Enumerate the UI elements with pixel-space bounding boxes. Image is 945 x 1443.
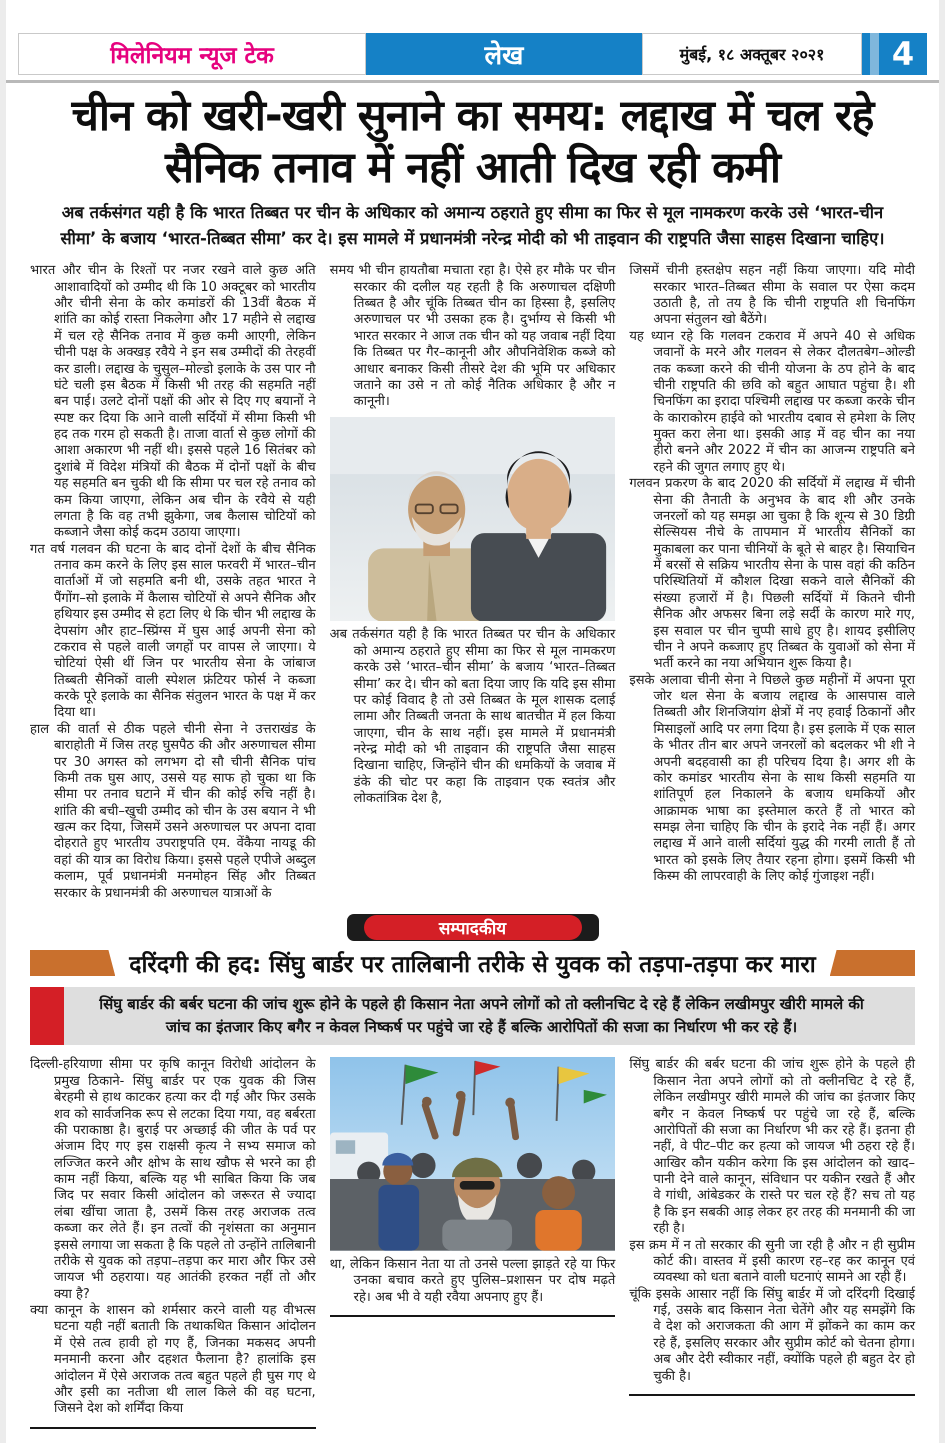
body-paragraph: गलवन प्रकरण के बाद 2020 की सर्दियों में लद्दाख में चीनी सेना की तैनाती के अनुभव के बाद शी और उनके जनरलों को यह समझ आ चुका है कि शून्य से 30 डिग्री सेल्सियस नीचे के तापमान में भारतीय सैनिकों का मुकाबला कर पाना चीनियों के बूते से बाहर है। सियाचिन में बरसों से सक्रिय भारतीय सेना के पास वहां की कठिन परिस्थितियों में कौशल दिखा सकने वाले सैनिकों की संख्या हजारों में है। पिछली सर्दियों में कितने चीनी सैनिक और अफसर बिना लड़े सर्दी के कारण मारे गए, इस सवाल पर चीन चुप्पी साधे हुए है। शायद इसीलिए चीन ने अपने कब्जाए हुए तिब्बत के युवाओं को सेना में भर्ती करने का नया अभियान शुरू किया है। bbox=[629, 476, 916, 672]
section-label: लेख bbox=[484, 41, 524, 71]
page-number-box bbox=[879, 33, 927, 75]
body-paragraph: समय भी चीन हायतौबा मचाता रहा है। ऐसे हर मौके पर चीन सरकार की दलील यह रहती है कि अरुणाचल दक्षिणी तिब्बत है और चूंकि तिब्बत चीन का हिस्सा है, इसलिए अरुणाचल पर भी उसका हक है। दुर्भाग्य से किसी भी भारत सरकार ने आज तक चीन को यह जवाब नहीं दिया कि तिब्बत पर गैर–कानूनी और औपनिवेशिक कब्जे को आधार बनाकर किसी तीसरे देश की भूमि पर अधिकार जताने का उसे न तो कोई नैतिक अधिकार है और न कानूनी। bbox=[329, 263, 616, 410]
editorial-headline-row bbox=[6, 945, 939, 981]
editorial-standfirst: सिंघु बार्डर की बर्बर घटना की जांच शुरू होने के पहले ही किसान नेता अपने लोगों को तो क्लीनचिट दे रहे हैं लेकिन लखीमपुर खीरी मामले की जांच का इंतजार किए बगैर न केवल निष्कर्ष पर पहुंचे जा रहे हैं बल्कि आरोपितों की सजा का निर्धारण भी कर रहे हैं। bbox=[99, 994, 864, 1037]
orange-bar-right bbox=[830, 950, 915, 976]
story2-col1 bbox=[30, 1057, 316, 1428]
column-end-rule bbox=[330, 1315, 616, 1317]
body-paragraph: इसके अलावा चीनी सेना ने पिछले कुछ महीनों में अपना पूरा जोर थल सेना के बजाय लद्दाख के आसपास वाले तिब्बती और शिनजियांग क्षेत्रों में नए हवाई ठिकानों और मिसाइलों आदि पर लगा दिया है। इस इलाके में एक साल के भीतर तीन बार अपने जनरलों को बदलकर भी शी ने अपनी बदहवासी का ही परिचय दिया है। अगर शी के कोर कमांडर भारतीय सेना के साथ किसी सहमति या शांतिपूर्ण हल निकालने के बजाय धमकियों और आक्रामक भाषा का इस्तेमाल करते हैं तो भारत को समझ लेना चाहिए कि चीन के इरादे नेक नहीं हैं। अगर लद्दाख में आने वाली सर्दियां युद्ध की गरमी लाती हैं तो भारत को इसके लिए तैयार रहना होगा। इसमें किसी भी किस्म की लापरवाही के लिए कोई गुंजाइश नहीं। bbox=[629, 672, 916, 885]
body-paragraph: क्या कानून के शासन को शर्मसार करने वाली यह वीभत्स घटना यही नहीं बताती कि तथाकथित किसान आंदोलन में ऐसे तत्व हावी हो गए हैं, जिनका मकसद अपनी मनमानी करना और दहशत फैलाना है? हालांकि इस आंदोलन में ऐसे अराजक तत्व बहुत पहले ही घुस गए थे और इसी का नतीजा थी लाल किले की वह घटना, जिसने देश को शर्मिंदा किया bbox=[30, 1303, 316, 1417]
main-headline: चीन को खरी-खरी सुनाने का समय: लद्दाख में चल रहे सैनिक तनाव में नहीं आती दिख रही कमी bbox=[71, 91, 874, 193]
dateline-box bbox=[642, 33, 862, 75]
dateline: मुंबई, १८ अक्तूबर २०२१ bbox=[679, 45, 825, 64]
story2-col3 bbox=[629, 1057, 915, 1428]
page-number-stripe bbox=[870, 33, 879, 75]
body-paragraph: अब तर्कसंगत यही है कि भारत तिब्बत पर चीन के अधिकार को अमान्य ठहराते हुए सीमा का फिर से मूल नामकरण करके उसे ‘भारत–चीन सीमा’ के बजाय ‘भारत–तिब्बत सीमा’ कर दे। चीन को बता दिया जाए कि यदि इस सीमा पर कोई विवाद है तो उसे तिब्बत के मूल शासक दलाई लामा और तिब्बती जनता के साथ बातचीत में हल किया जाएगा, चीन के साथ नहीं। इस मामले में प्रधानमंत्री नरेन्द्र मोदी को भी ताइवान की राष्ट्रपति जैसा साहस दिखाना चाहिए, जिन्होंने चीन की धमकियों के जवाब में डंके की चोट पर कहा कि ताइवान एक स्वतंत्र और लोकतांत्रिक देश है, bbox=[329, 627, 616, 807]
story1-col1 bbox=[30, 263, 316, 902]
body-paragraph: सिंघु बार्डर की बर्बर घटना की जांच शुरू होने के पहले ही किसान नेता अपने लोगों को तो क्लीनचिट दे रहे हैं, लेकिन लखीमपुर खीरी मामले की जांच का इंतजार किए बगैर न केवल निष्कर्ष पर पहुंचे जा रहे हैं, बल्कि आरोपितों की सजा का निर्धारण भी कर रहे हैं। इतना ही नहीं, वे पीट–पीट कर हत्या को जायज भी ठहरा रहे हैं। आखिर कौन यकीन करेगा कि इस आंदोलन को खाद–पानी देने वाले कानून, संविधान पर यकीन रखते हैं और वे गांधी, आंबेडकर के रास्ते पर चल रहे हैं? सच तो यह है कि इन सबकी आड़ लेकर हर तरह की मनमानी की जा रही है। bbox=[629, 1057, 916, 1237]
column-end-rule bbox=[629, 1394, 915, 1396]
red-accent-block bbox=[30, 987, 64, 1046]
protest-photo bbox=[330, 1057, 616, 1251]
newspaper-title: मिलेनियम न्यूज टेक bbox=[110, 43, 274, 69]
body-paragraph: यह ध्यान रहे कि गलवन टकराव में अपने 40 से अधिक जवानों के मरने और गलवन से लेकर दौलतबेग–ओल्डी तक कब्जा करने की चीनी योजना के ठप होने के बाद चीनी राष्ट्रपति की छवि को बहुत आघात पहुंचा है। शी चिनफिंग का इरादा पश्चिमी लद्दाख पर कब्जा करके चीन के काराकोरम हाईवे को भारतीय दबाव से हमेशा के लिए मुक्त करा लेना था। इसकी आड़ में वह चीन का नया हीरो बनने और 2022 में चीन का आजन्म राष्ट्रपति बने रहने की जुगत लगाए हुए थे। bbox=[629, 328, 916, 475]
editorial-standfirst-strip bbox=[30, 987, 915, 1046]
modi-xi-photo bbox=[330, 417, 616, 622]
body-paragraph: हाल की वार्ता से ठीक पहले चीनी सेना ने उत्तराखंड के बाराहोती में जिस तरह घुसपैठ की और अरुणाचल सीमा पर 30 अगस्त को लगभग दो सौ चीनी सैनिक पांच किमी तक घुस आए, उससे यह साफ हो चुका था कि सीमा पर तनाव घटाने में चीन की कोई रुचि नहीं है। शांति की बची–खुची उम्मीद को चीन के उस बयान ने भी खत्म कर दिया, जिसमें उसने अरुणाचल पर अपना दावा दोहराते हुए भारतीय उपराष्ट्रपति एम. वेंकैया नायडू की वहां की यात्र का विरोध किया। इससे पहले एपीजे अब्दुल कलाम, पूर्व प्रधानमंत्री मनमोहन सिंह और तिब्बत सरकार के प्रधानमंत्री की अरुणाचल यात्राओं के bbox=[30, 721, 316, 901]
story1-col2 bbox=[330, 263, 616, 902]
masthead-bar bbox=[18, 33, 927, 75]
body-paragraph: जिसमें चीनी हस्तक्षेप सहन नहीं किया जाएगा। यदि मोदी सरकार भारत–तिब्बत सीमा के सवाल पर ऐसा कदम उठाती है, तो तय है कि चीनी राष्ट्रपति शी चिनफिंग अपना संतुलन खो बैठेंगे। bbox=[629, 263, 916, 328]
body-paragraph: था, लेकिन किसान नेता या तो उनसे पल्ला झाड़ते रहे या फिर उनका बचाव करते हुए पुलिस–प्रशासन पर दोष मढ़ते रहे। अब भी वे यही रवैया अपनाए हुए हैं। bbox=[329, 1257, 616, 1305]
header-rule bbox=[6, 80, 939, 83]
column-end-rule bbox=[30, 1427, 316, 1429]
orange-bar-left bbox=[30, 950, 115, 976]
section-tab bbox=[366, 33, 642, 75]
body-paragraph: गत वर्ष गलवन की घटना के बाद दोनों देशों के बीच सैनिक तनाव कम करने के लिए इस साल फरवरी में भारत–चीन वार्ताओं में जो सहमति बनी थी, उसके तहत भारत ने पैंगोंग–सो इलाके में कैलास चोटियों से अपने सैनिक और हथियार इस उम्मीद से हटा लिए थे कि चीन भी लद्दाख के देपसांग और हाट–स्प्रिंग्स में घुस आई अपनी सेना को टकराव से पहले वाली जगहों पर वापस ले जाएगा। ये चोटियां ऐसी थीं जिन पर भारतीय सेना के जांबाज तिब्बती सैनिकों वाली स्पेशल फ्रंटियर फोर्स ने कब्जा करके पूरे इलाके का सैनिक संतुलन भारत के पक्ष में कर दिया था। bbox=[30, 541, 316, 721]
body-paragraph: इस क्रम में न तो सरकार की सुनी जा रही है और न ही सुप्रीम कोर्ट की। वास्तव में इसी कारण रह–रह कर कानून एवं व्यवस्था को धता बताने वाली घटनाएं सामने आ रही हैं। bbox=[629, 1237, 916, 1286]
story1-columns bbox=[6, 263, 939, 902]
editorial-badge bbox=[347, 914, 599, 941]
story1-col3 bbox=[629, 263, 915, 902]
main-standfirst: अब तर्कसंगत यही है कि भारत तिब्बत पर चीन के अधिकार को अमान्य ठहराते हुए सीमा का फिर से मूल नामकरण करके उसे ‘भारत-चीन सीमा’ के बजाय ‘भारत-तिब्बत सीमा’ कर दे। इस मामले में प्रधानमंत्री नरेन्द्र मोदी को भी ताइवान की राष्ट्रपति जैसा साहस दिखाना चाहिए। bbox=[60, 203, 885, 248]
body-paragraph: दिल्ली-हरियाणा सीमा पर कृषि कानून विरोधी आंदोलन के प्रमुख ठिकाने- सिंघु बार्डर पर एक युवक की जिस बेरहमी से हाथ काटकर हत्या कर दी गई और फिर उसके शव को सार्वजनिक रूप से लटका दिया गया, वह बर्बरता की पराकाष्ठा है। बुराई पर अच्छाई की जीत के पर्व पर अंजाम दिए गए इस राक्षसी कृत्य ने सभ्य समाज को लज्जित करने और क्षोभ के साथ खौफ से भरने का ही काम नहीं किया, बल्कि यह भी साबित किया कि जब जिद पर सवार किसी आंदोलन को जरूरत से ज्यादा लंबा खींचा जाता है, उसमें किस तरह अराजक तत्व कब्जा कर लेते हैं। इन तत्वों की नृशंसता का अनुमान इससे लगाया जा सकता है कि पहले तो उन्होंने तालिबानी तरीके से युवक को तड़पा–तड़पा कर मारा और फिर उसे जायज भी ठहराया। यह आतंकी हरकत नहीं तो और क्या है? bbox=[30, 1057, 316, 1302]
body-paragraph: चूंकि इसके आसार नहीं कि सिंघु बार्डर में जो दरिंदगी दिखाई गई, उसके बाद किसान नेता चेतेंगे और यह समझेंगे कि वे देश को अराजकता की आग में झोंकने का काम कर रहे हैं, इसलिए सरकार और सुप्रीम कोर्ट को चेतना होगा। अब और देरी स्वीकार नहीं, क्योंकि पहले ही बहुत देर हो चुकी है। bbox=[629, 1286, 916, 1384]
story2-columns bbox=[6, 1057, 939, 1428]
page-number: 4 bbox=[891, 35, 915, 73]
editorial-label: सम्पादकीय bbox=[438, 918, 507, 939]
body-paragraph: भारत और चीन के रिश्तों पर नजर रखने वाले कुछ अति आशावादियों को उम्मीद थी कि 10 अक्टूबर को भारतीय और चीनी सेना के कोर कमांडरों की 13वीं बैठक में शांति का कोई रास्ता निकलेगा और 17 महीने से लद्दाख में चल रहे सैनिक तनाव में कुछ कमी आएगी, लेकिन चीनी पक्ष के अक्खड़ रवैये ने इन सब उम्मीदों की तेरहवीं कर डाली। लद्दाख के चुसुल–मोल्डो इलाके के उस पार नौ घंटे चली इस बैठक में किसी भी तरह की सहमति नहीं बन पाई। उलटे दोनों पक्षों की ओर से दिए गए बयानों ने स्पष्ट कर दिया कि आने वाली सर्दियों में सीमा किसी भी हद तक गरम हो सकती है। ताजा वार्ता से कुछ लोगों की आशा अकारण भी नहीं थी। इससे पहले 16 सितंबर को दुशांबे में विदेश मंत्रियों की बैठक में दोनों पक्षों के बीच यह सहमति बन चुकी थी कि सीमा पर चल रहे तनाव को कम किया जाएगा, लेकिन अब चीन के रवैये से यही लगता है कि वह तभी झुकेगा, जब कैलास चोटियों को कब्जाने जैसा कोई कदम उठाया जाएगा। bbox=[30, 263, 316, 541]
editorial-headline: दरिंदगी की हद: सिंघु बार्डर पर तालिबानी तरीके से युवक को तड़पा-तड़पा कर मारा bbox=[129, 951, 816, 978]
masthead-box bbox=[18, 33, 366, 75]
story2-col2 bbox=[330, 1057, 616, 1428]
